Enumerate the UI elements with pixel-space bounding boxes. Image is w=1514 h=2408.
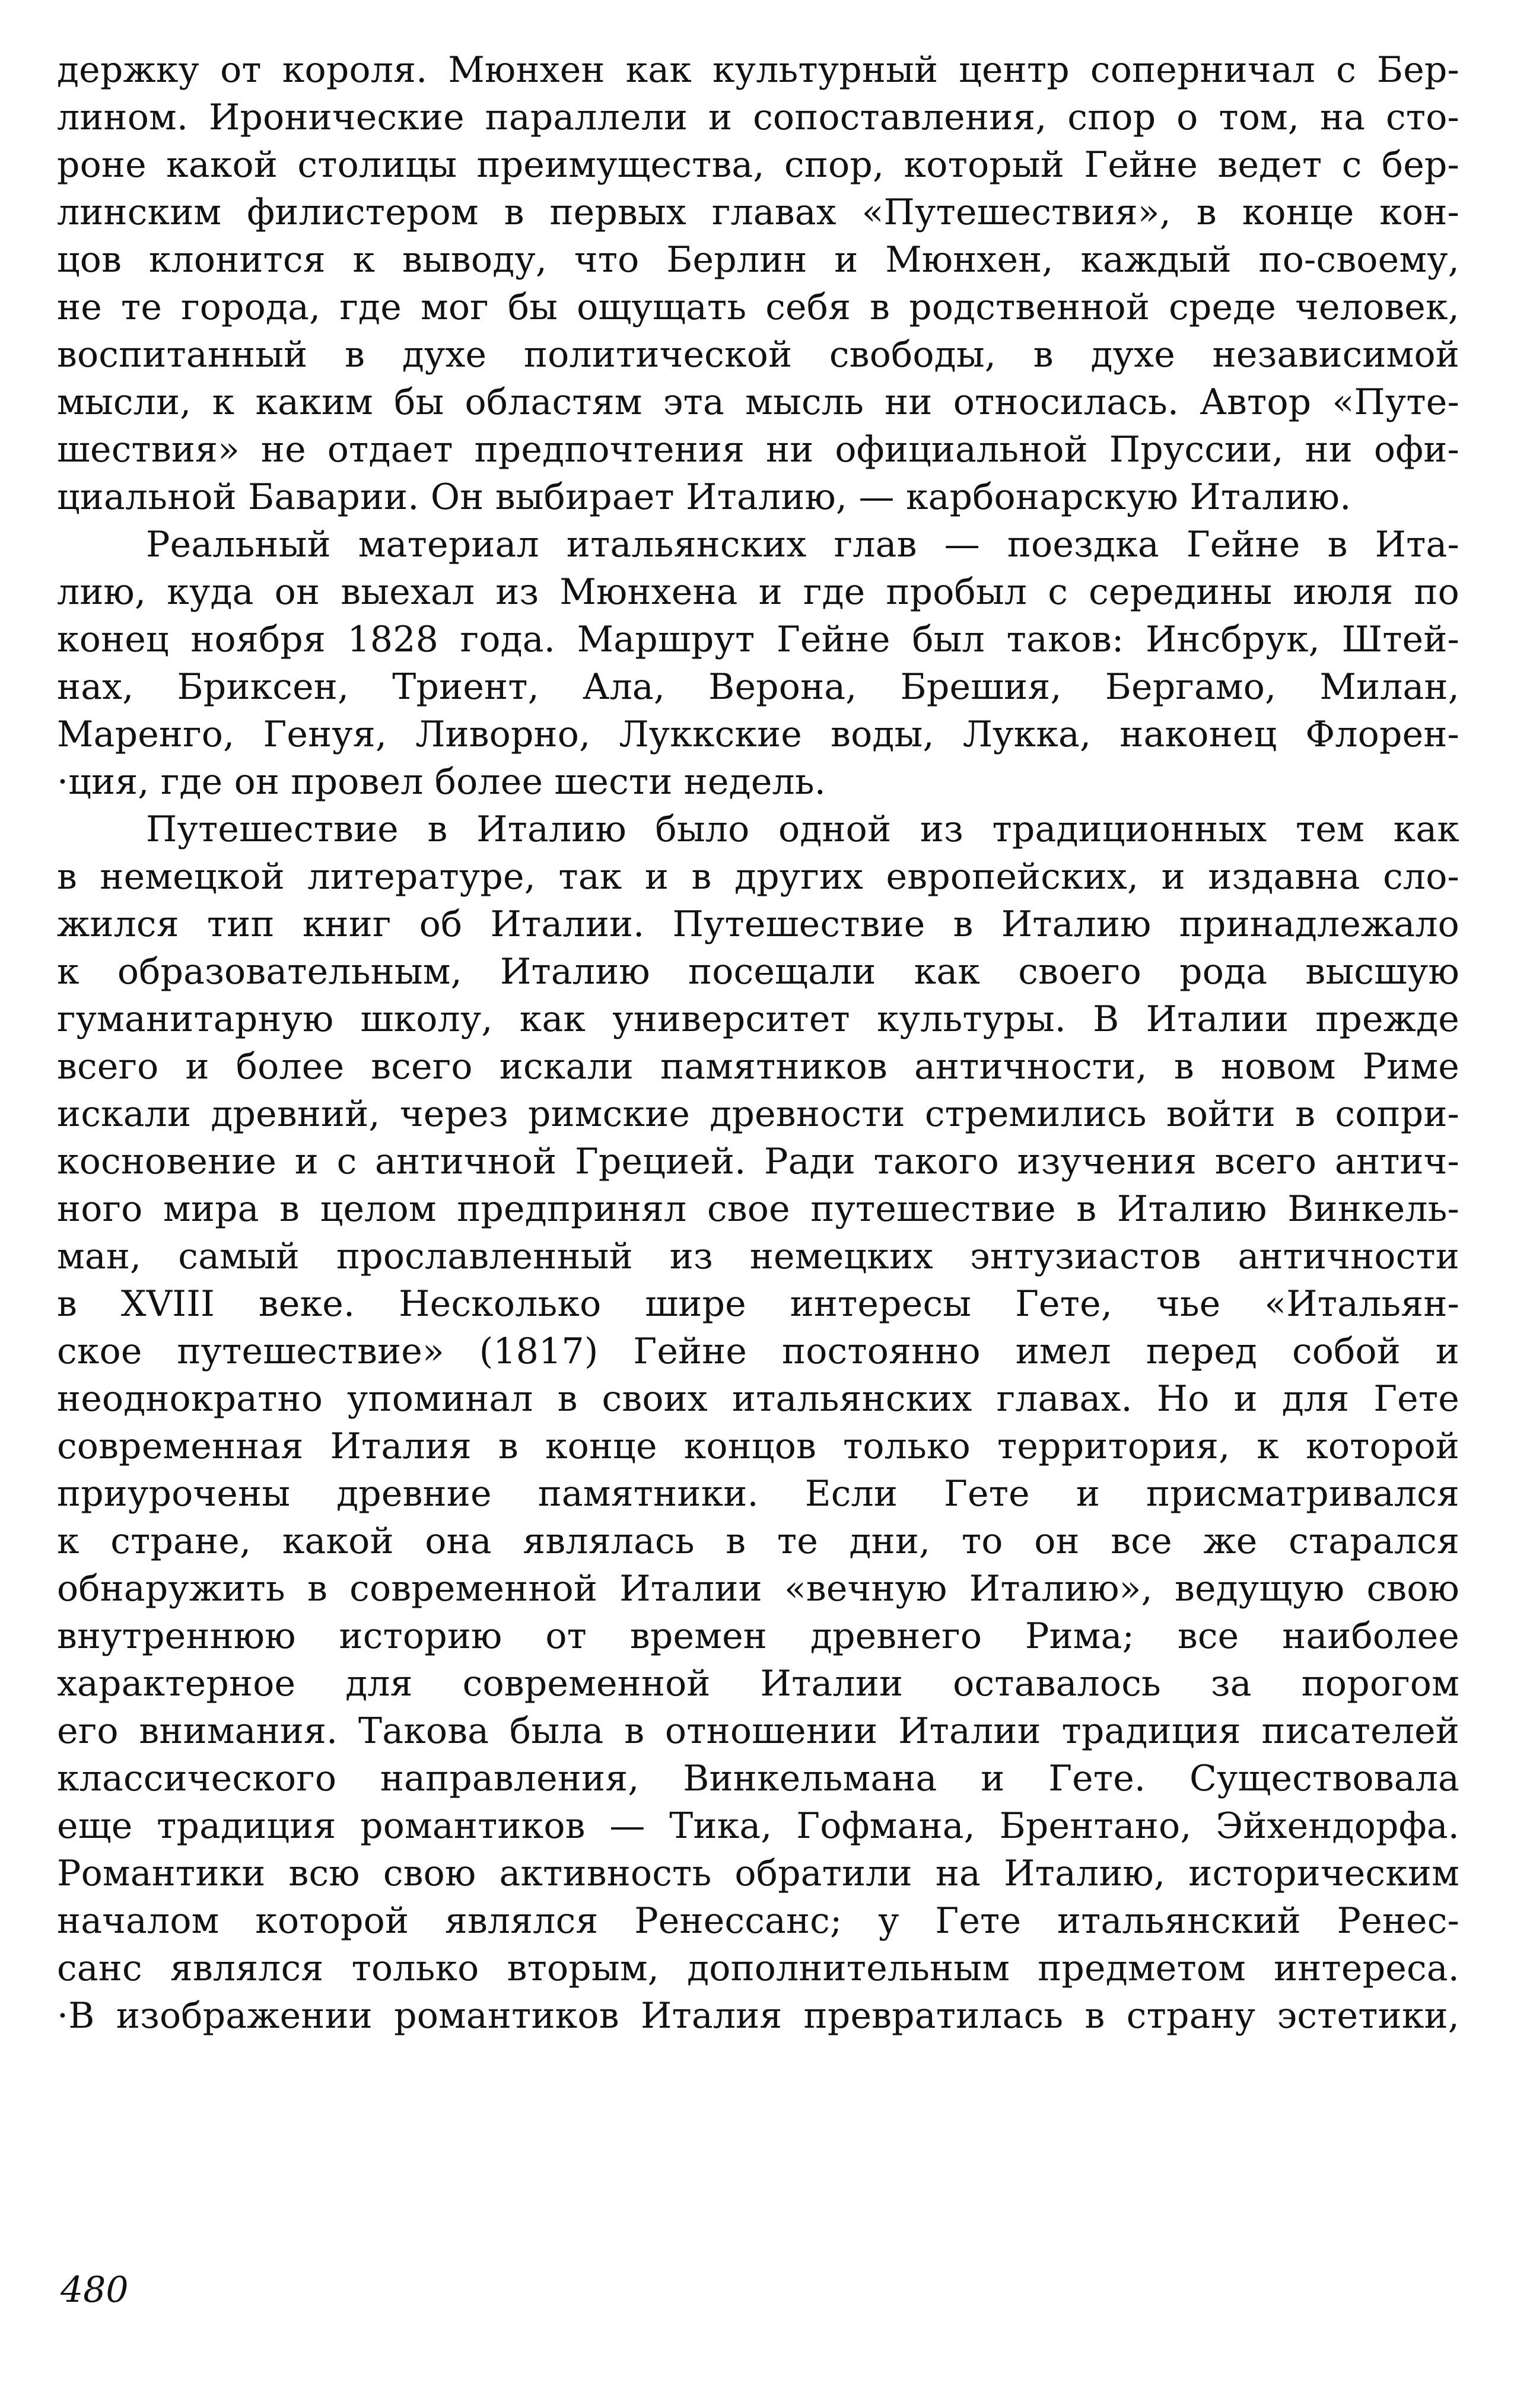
page-number: 480 [61, 2269, 129, 2311]
text-line: конец ноября 1828 года. Маршрут Гейне был таков: Инсбрук, Штей- [57, 619, 1459, 660]
text-line: его внимания. Такова была в отношении Италии традиция писателей [57, 1710, 1459, 1752]
text-line: гуманитарную школу, как университет культуры. В Италии прежде [57, 998, 1459, 1040]
text-line: ·ция, где он провел более шести недель. [57, 761, 826, 803]
paragraph [57, 521, 1459, 806]
text-line: неоднократно упоминал в своих итальянских главах. Но и для Гете [57, 1378, 1459, 1420]
text-line: к стране, какой она являлась в те дни, то он все же старался [57, 1520, 1459, 1562]
text-line: приурочены древние памятники. Если Гете и присматривался [57, 1473, 1459, 1515]
text-line: нах, Бриксен, Триент, Ала, Верона, Брешия, Бергамо, Милан, [57, 666, 1459, 708]
text-line: современная Италия в конце концов только территория, к которой [57, 1426, 1459, 1467]
text-line: еще традиция романтиков — Тика, Гофмана, Брентано, Эйхендорфа. [57, 1805, 1459, 1847]
paragraph [57, 46, 1459, 521]
text-line: косновение и с античной Грецией. Ради такого изучения всего антич- [57, 1141, 1459, 1182]
text-line: внутреннюю историю от времен древнего Рима; все наиболее [57, 1615, 1459, 1657]
text-line: ское путешествие» (1817) Гейне постоянно имел перед собой и [57, 1331, 1459, 1372]
text-line: цов клонится к выводу, что Берлин и Мюнхен, каждый по-своему, [57, 239, 1459, 281]
text-line: классического направления, Винкельмана и Гете. Существовала [57, 1758, 1459, 1799]
text-line: линским филистером в первых главах «Путешествия», в конце кон- [57, 192, 1459, 233]
text-line: обнаружить в современной Италии «вечную Италию», ведущую свою [57, 1568, 1459, 1609]
text-line: держку от короля. Мюнхен как культурный центр соперничал с Бер- [57, 49, 1459, 91]
paragraph [57, 806, 1459, 2040]
text-line: Маренго, Генуя, Ливорно, Луккские воды, Лукка, наконец Флорен- [57, 714, 1459, 755]
text-line: мысли, к каким бы областям эта мысль ни относилась. Автор «Путе- [57, 381, 1459, 423]
text-line: ного мира в целом предпринял свое путешествие в Италию Винкель- [57, 1188, 1459, 1230]
text-line: лию, куда он выехал из Мюнхена и где пробыл с середины июля по [57, 571, 1459, 613]
body-text [57, 46, 1459, 2040]
text-line: ман, самый прославленный из немецких энтузиастов античности [57, 1236, 1459, 1277]
text-line: к образовательным, Италию посещали как своего рода высшую [57, 951, 1459, 993]
text-line: лином. Иронические параллели и сопоставления, спор о том, на сто- [57, 97, 1459, 138]
text-line: Романтики всю свою активность обратили на Италию, историческим [57, 1853, 1459, 1894]
text-line: в XVIII веке. Несколько шире интересы Гете, чье «Итальян- [57, 1283, 1459, 1325]
text-line: началом которой являлся Ренессанс; у Гете итальянский Ренес- [57, 1900, 1459, 1942]
text-line: жился тип книг об Италии. Путешествие в Италию принадлежало [57, 904, 1459, 945]
text-line: воспитанный в духе политической свободы, в духе независимой [57, 334, 1459, 376]
text-line: характерное для современной Италии оставалось за порогом [57, 1663, 1459, 1704]
text-line: всего и более всего искали памятников античности, в новом Риме [57, 1046, 1459, 1087]
text-line: в немецкой литературе, так и в других европейских, и издавна сло- [57, 856, 1459, 898]
text-line: циальной Баварии. Он выбирает Италию, — карбонарскую Италию. [57, 476, 1351, 518]
text-line: не те города, где мог бы ощущать себя в родственной среде человек, [57, 287, 1459, 328]
text-line: Реальный материал итальянских глав — поездка Гейне в Ита- [146, 524, 1459, 565]
text-line: искали древний, через римские древности стремились войти в сопри- [57, 1093, 1459, 1135]
text-line: Путешествие в Италию было одной из традиционных тем как [146, 809, 1459, 850]
text-line: шествия» не отдает предпочтения ни официальной Пруссии, ни офи- [57, 429, 1459, 470]
text-line: санс являлся только вторым, дополнительным предметом интереса. [57, 1948, 1459, 1989]
text-line: роне какой столицы преимущества, спор, который Гейне ведет с бер- [57, 144, 1459, 186]
text-line: ·В изображении романтиков Италия превратилась в страну эстетики, [57, 1995, 1459, 2037]
